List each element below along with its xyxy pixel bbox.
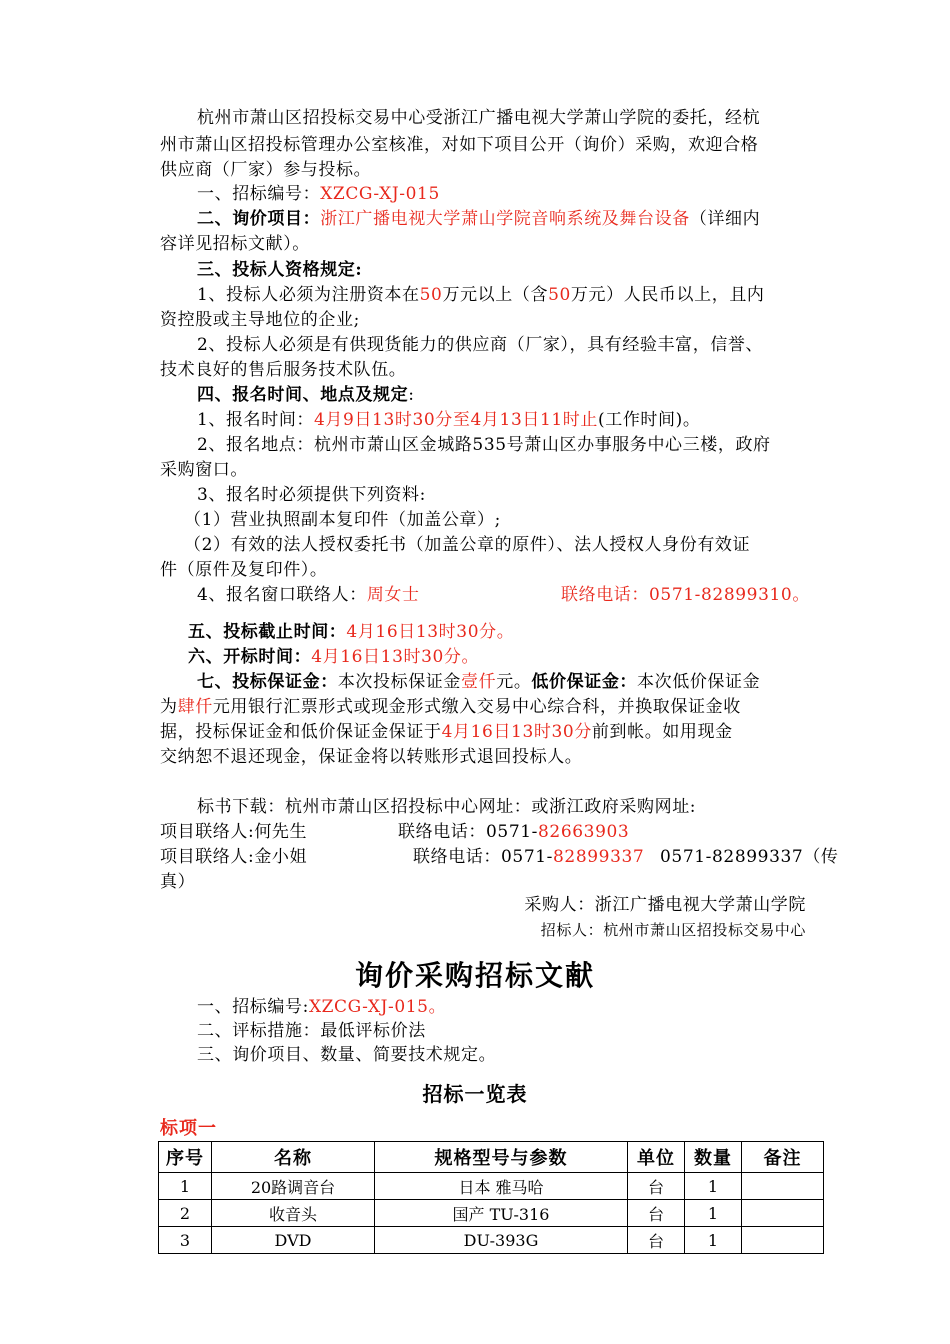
cell-unit: 台 (628, 1227, 685, 1254)
inquiry-project-label: 二、询价项目： (197, 209, 321, 229)
cell-index: 1 (159, 1173, 212, 1200)
contact-1-phone-prefix: 联络电话：0571- (398, 822, 539, 842)
registration-doc-2: （2）有效的法人授权委托书（加盖公章的原件）、法人授权人身份有效证 (184, 535, 751, 555)
table-row (159, 1173, 824, 1200)
col-header-unit: 单位 (628, 1142, 685, 1173)
deposit-line-3-post: 前到帐。如用现金 (591, 722, 733, 742)
tender-number-value: XZCG-XJ-015 (320, 184, 440, 204)
cell-name: DVD (212, 1227, 375, 1254)
doc-tender-number (197, 995, 824, 1019)
cell-note (742, 1173, 824, 1200)
bid-deadline-line (188, 620, 852, 644)
registration-time (197, 408, 824, 432)
lot-one-label: 标项一 (160, 1118, 217, 1139)
contact-1-name: 项目联络人:何先生 (160, 822, 308, 842)
bid-deadline-value: 4月16日13时30分。 (346, 622, 515, 642)
deposit-line-3-pre: 据，投标保证金和低价保证金保证于 (160, 722, 442, 742)
contact-2-phone-prefix: 联络电话：0571- (413, 847, 554, 867)
bid-items-table (158, 1141, 824, 1254)
inquiry-items-heading: 三、询价项目、数量、简要技术规定。 (197, 1045, 497, 1065)
deposit-line-1 (197, 670, 824, 694)
registration-time-tail: (工作时间)。 (598, 410, 701, 430)
deposit-line-2-post: 元用银行汇票形式或现金形式缴入交易中心综合科，并换取保证金收 (212, 697, 741, 717)
bid-deadline-label: 五、投标截止时间： (188, 622, 347, 642)
q1-text-a: 1、投标人必须为注册资本在 (197, 285, 420, 305)
registration-doc-2-cont: 件（原件及复印件）。 (160, 560, 328, 580)
tender-number-line (197, 182, 824, 206)
doc-tender-number-label: 一、招标编号: (197, 997, 309, 1017)
qualification-1-cont: 资控股或主导地位的企业; (160, 310, 360, 330)
cell-spec: 日本 雅马哈 (375, 1173, 628, 1200)
contact-1-phone-number: 82663903 (538, 822, 630, 842)
col-header-name: 名称 (212, 1142, 375, 1173)
cell-spec: DU-393G (375, 1227, 628, 1254)
bid-opening-value: 4月16日13时30分。 (311, 647, 480, 667)
intro-line-3: 供应商（厂家）参与投标。 (160, 160, 372, 180)
intro-line-2: 州市萧山区招投标管理办公室核准，对如下项目公开（询价）采购，欢迎合格 (160, 135, 759, 155)
qualification-2: 2、投标人必须是有供现货能力的供应商（厂家），具有经验丰富，信誉、 (197, 335, 764, 355)
q1-capital-2: 50 (548, 285, 571, 305)
bid-list-title: 招标一览表 (422, 1082, 528, 1106)
registration-contact-label: 4、报名窗口联络人： (197, 585, 367, 605)
tender-number-label: 一、招标编号： (197, 184, 321, 204)
col-header-spec: 规格型号与参数 (375, 1142, 628, 1173)
download-line: 标书下载：杭州市萧山区招投标中心网址：或浙江政府采购网址: (197, 797, 697, 817)
contact-2-fax: 0571-82899337（传 (660, 847, 839, 867)
intro-line-1: 杭州市萧山区招投标交易中心受浙江广播电视大学萧山学院的委托，经杭 (197, 108, 761, 128)
deposit-amount-1: 壹仟 (461, 672, 497, 692)
bid-opening-label: 六、开标时间： (188, 647, 312, 667)
registration-contact-phone: 联络电话：0571-82899310。 (561, 585, 810, 605)
deposit-amount-2: 肆仟 (177, 697, 213, 717)
registration-doc-1: （1）营业执照副本复印件（加盖公章）; (184, 510, 501, 530)
cell-spec: 国产 TU-316 (375, 1200, 628, 1227)
registration-docs: 3、报名时必须提供下列资料: (197, 485, 426, 505)
inquiry-project-cont: 容详见招标文献）。 (160, 234, 310, 254)
table-row (159, 1227, 824, 1254)
cell-qty: 1 (685, 1200, 742, 1227)
cell-name: 收音头 (212, 1200, 375, 1227)
q1-capital-1: 50 (419, 285, 443, 305)
registration-heading-label: 四、报名时间、地点及规定 (197, 385, 409, 405)
cell-qty: 1 (685, 1173, 742, 1200)
deposit-text-c: 本次低价保证金 (637, 672, 761, 692)
qualification-1 (197, 283, 824, 307)
registration-heading (197, 383, 824, 407)
contact-2-fax-cont: 真） (160, 872, 196, 892)
cell-index: 2 (159, 1200, 212, 1227)
doc-tender-number-value: XZCG-XJ-015。 (308, 997, 447, 1017)
evaluation-method: 二、评标措施：最低评标价法 (197, 1021, 426, 1041)
document-title: 询价采购招标文献 (354, 959, 595, 992)
inquiry-project-tail: （详细内 (689, 209, 761, 229)
bid-opening-line (188, 645, 852, 669)
cell-note (742, 1227, 824, 1254)
cell-qty: 1 (685, 1227, 742, 1254)
registration-place-cont: 采购窗口。 (160, 460, 248, 480)
cell-unit: 台 (628, 1173, 685, 1200)
deposit-label: 七、投标保证金： (197, 672, 338, 692)
deposit-line-4: 交纳恕不退还现金，保证金将以转账形式退回投标人。 (160, 747, 583, 767)
qualification-heading: 三、投标人资格规定: (197, 260, 363, 280)
deposit-deadline: 4月16日13时30分 (441, 722, 592, 742)
purchaser-line: 采购人：浙江广播电视大学萧山学院 (524, 895, 806, 915)
col-header-qty: 数量 (685, 1142, 742, 1173)
contact-1-phone (398, 820, 824, 844)
q1-text-c: 万元）人民币以上，且内 (570, 285, 765, 305)
cell-index: 3 (159, 1227, 212, 1254)
deposit-text-a: 本次投标保证金 (337, 672, 462, 692)
deposit-line-3 (160, 720, 824, 744)
registration-contact-person: 周女士 (366, 585, 420, 605)
tenderer-line: 招标人：杭州市萧山区招投标交易中心 (540, 921, 806, 939)
registration-place: 2、报名地点：杭州市萧山区金城路535号萧山区办事服务中心三楼，政府 (197, 435, 771, 455)
low-price-deposit-label: 低价保证金： (531, 672, 638, 692)
deposit-text-b: 元。 (496, 672, 532, 692)
cell-name: 20路调音台 (212, 1173, 375, 1200)
q1-text-b: 万元以上（含 (442, 285, 549, 305)
contact-2-phone-number: 82899337 (553, 847, 645, 867)
table-row (159, 1200, 824, 1227)
cell-unit: 台 (628, 1200, 685, 1227)
deposit-line-2-pre: 为 (160, 697, 178, 717)
inquiry-project-value: 浙江广播电视大学萧山学院音响系统及舞台设备 (320, 209, 690, 229)
col-header-note: 备注 (742, 1142, 824, 1173)
deposit-line-2 (160, 695, 824, 719)
table-header-row (159, 1142, 824, 1173)
qualification-2-cont: 技术良好的售后服务技术队伍。 (160, 360, 407, 380)
cell-note (742, 1200, 824, 1227)
registration-time-value: 4月9日13时30分至4月13日11时止 (314, 410, 598, 430)
registration-heading-colon: : (408, 385, 415, 405)
col-header-index: 序号 (159, 1142, 212, 1173)
inquiry-project-line (197, 207, 824, 231)
contact-2-name: 项目联络人:金小姐 (160, 847, 308, 867)
registration-time-label: 1、报名时间： (197, 410, 315, 430)
